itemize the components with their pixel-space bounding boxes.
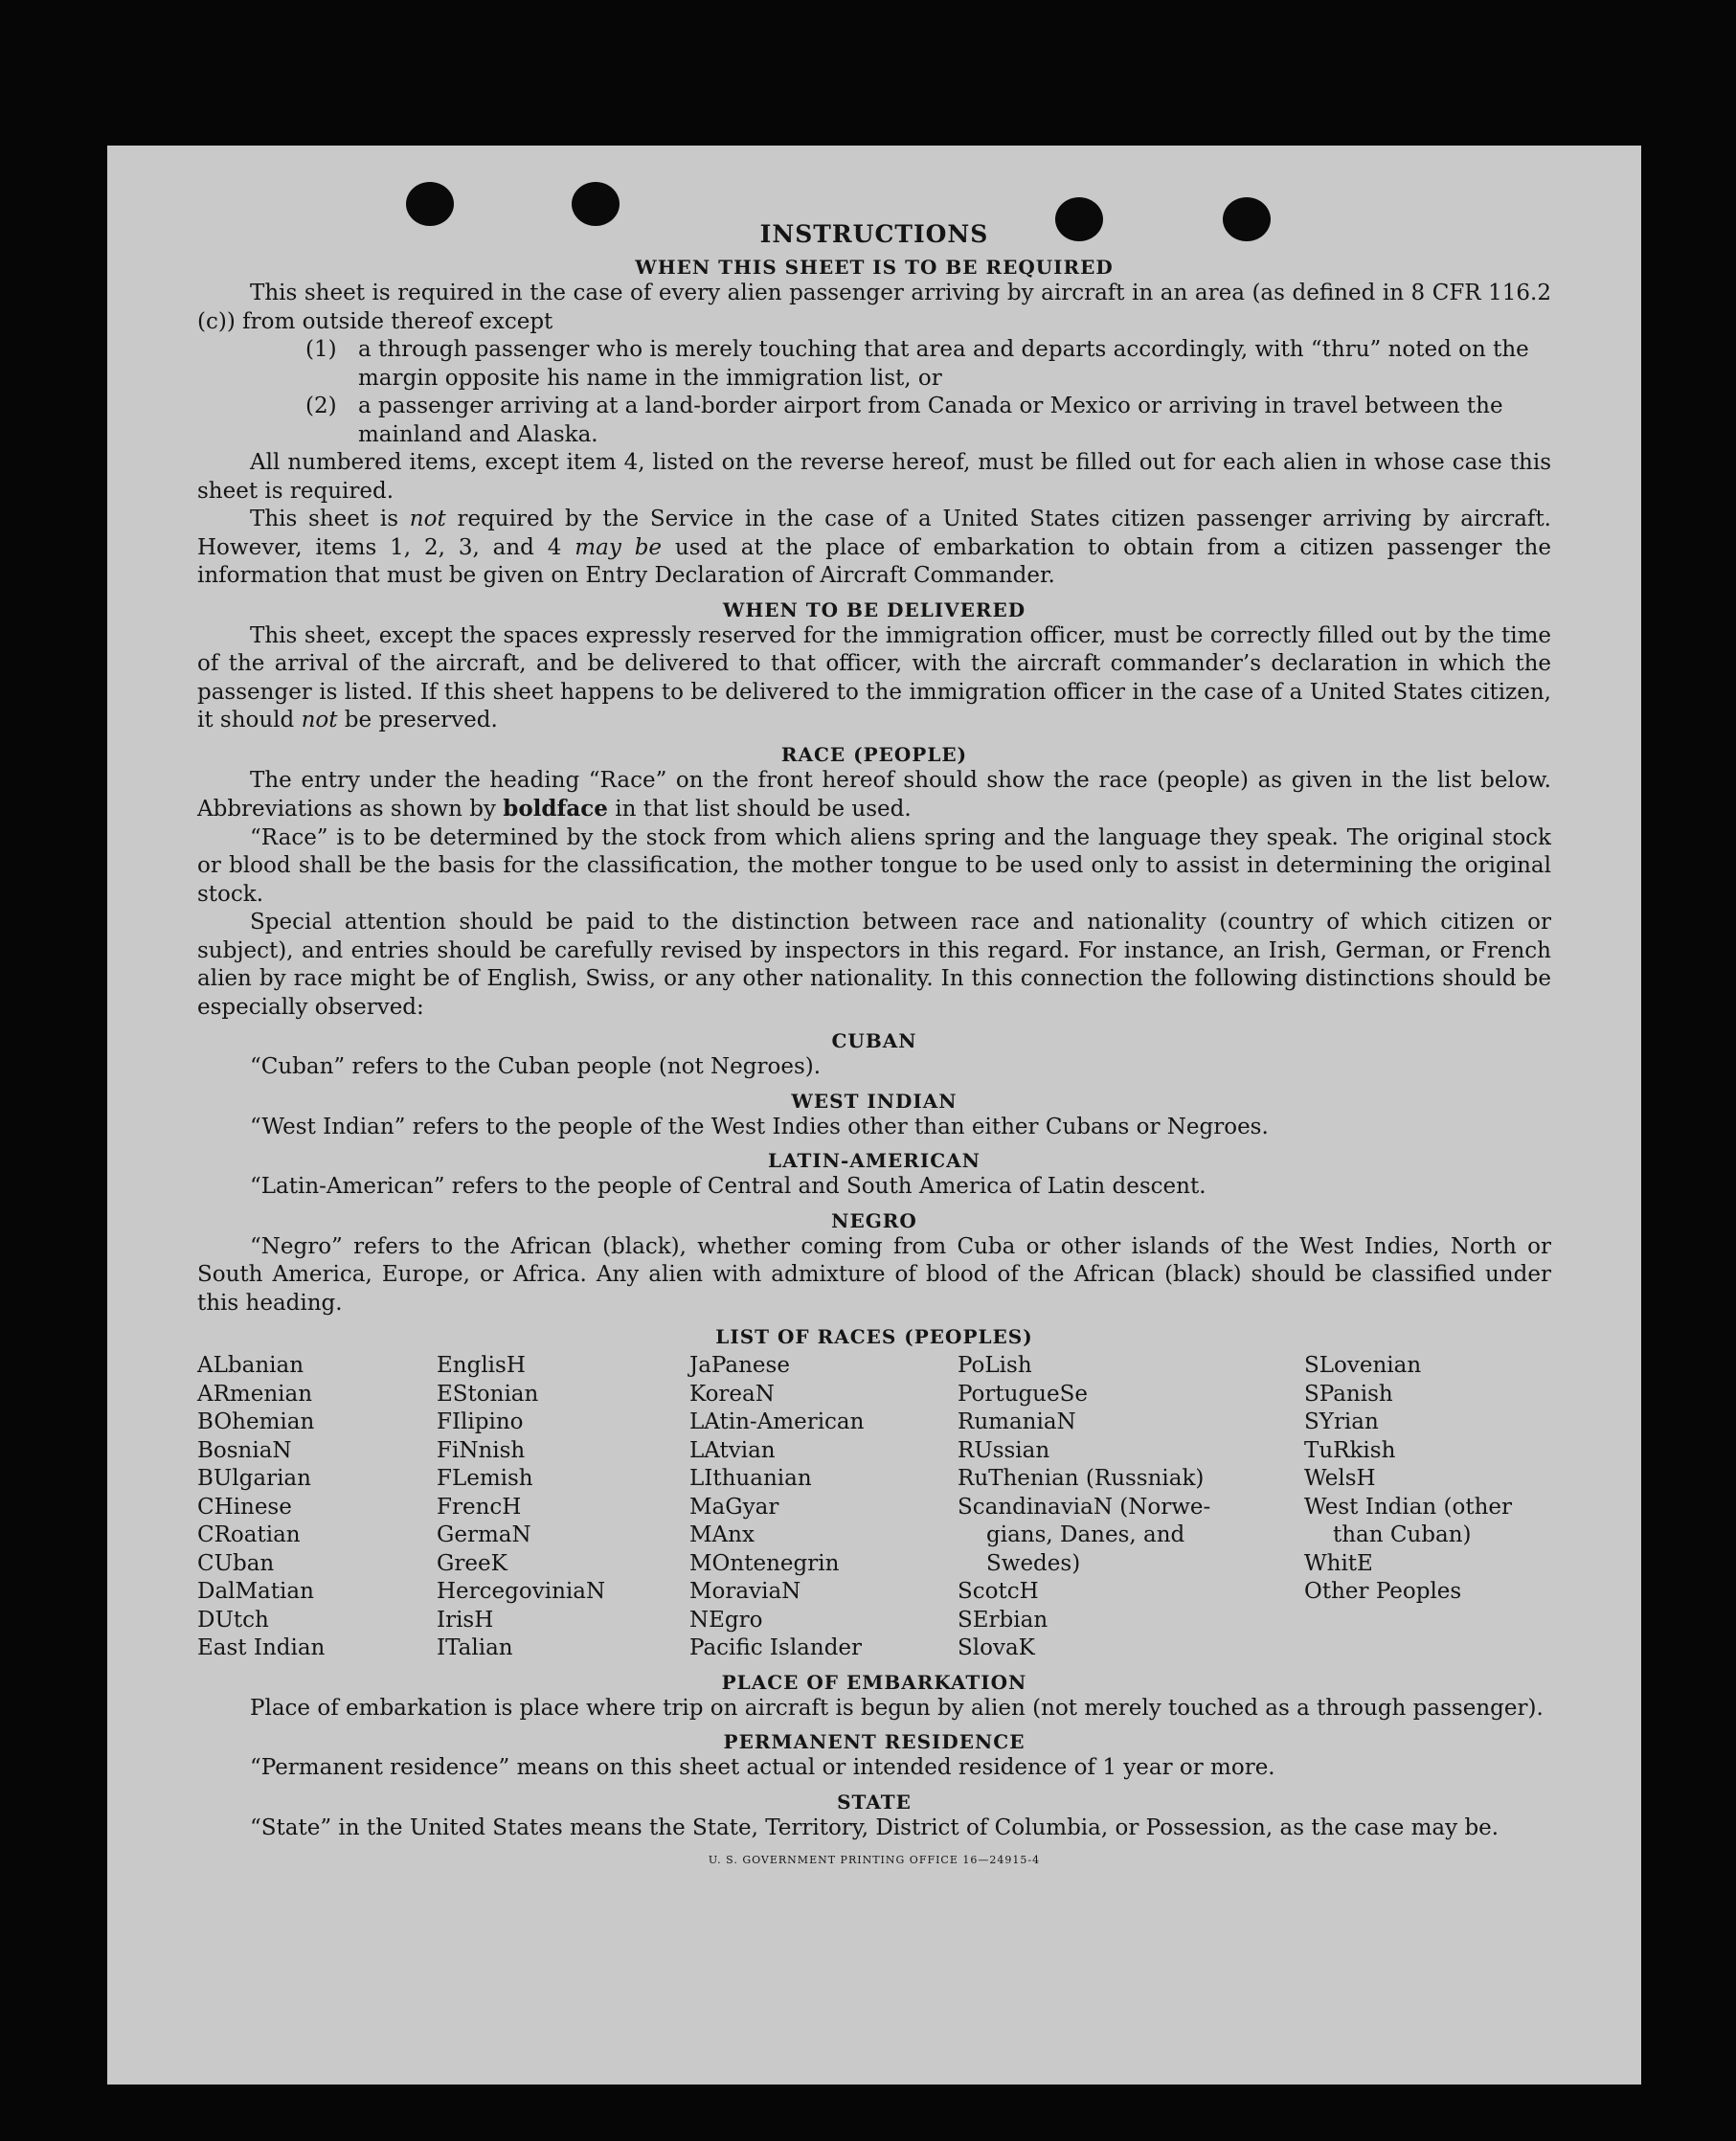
race-column xyxy=(689,1352,958,1663)
race-entry: FiNnish xyxy=(437,1437,526,1463)
race-entry: Pacific Islander xyxy=(689,1635,863,1660)
race-entry: CHinese xyxy=(197,1494,292,1520)
race-column xyxy=(958,1352,1304,1663)
race-entry: DalMatian xyxy=(197,1579,314,1604)
race-entry: East Indian xyxy=(197,1635,326,1660)
punch-hole xyxy=(572,182,620,226)
race-entry: West Indian (other xyxy=(1304,1494,1513,1520)
race-entry: MoraviaN xyxy=(689,1579,801,1604)
race-entry: ALbanian xyxy=(197,1353,304,1378)
race-entry: HercegoviniaN xyxy=(437,1579,606,1604)
race-entry: ARmenian xyxy=(197,1381,313,1407)
race-entry: EnglisH xyxy=(437,1353,526,1378)
list-item: (2) a passenger arriving at a land-border airport from Canada or Mexico or arriving in travel between the mainland and Alaska. xyxy=(305,394,1503,447)
race-entry: gians, Danes, and xyxy=(986,1522,1185,1547)
race-entry: FIlipino xyxy=(437,1409,524,1434)
punch-hole xyxy=(1223,197,1271,241)
race-entry: TuRkish xyxy=(1304,1437,1396,1463)
race-entry: WhitE xyxy=(1304,1550,1373,1576)
race-entry: CUban xyxy=(197,1550,275,1576)
race-entry: PortugueSe xyxy=(958,1381,1088,1407)
paragraph: “Permanent residence” means on this sheet actual or intended residence of 1 year or more. xyxy=(250,1755,1275,1780)
section-heading: PLACE OF EMBARKATION xyxy=(721,1670,1027,1694)
race-entry: CRoatian xyxy=(197,1522,301,1547)
race-entry: MaGyar xyxy=(689,1494,779,1520)
race-entry: FLemish xyxy=(437,1466,533,1491)
race-entry: SErbian xyxy=(958,1607,1048,1633)
race-entry: LAtin-American xyxy=(689,1409,865,1434)
page-title: INSTRUCTIONS xyxy=(759,220,989,248)
section-heading: CUBAN xyxy=(831,1029,917,1052)
race-entry: MAnx xyxy=(689,1522,755,1547)
race-entry: KoreaN xyxy=(689,1381,775,1407)
race-column xyxy=(1304,1352,1551,1663)
race-entry: LIthuanian xyxy=(689,1466,812,1491)
printer-imprint: U. S. GOVERNMENT PRINTING OFFICE 16—24915-4 xyxy=(708,1854,1041,1866)
race-entry: PoLish xyxy=(958,1353,1032,1378)
section-heading: RACE (PEOPLE) xyxy=(780,742,968,766)
race-entry: SlovaK xyxy=(958,1635,1035,1660)
section-heading: NEGRO xyxy=(831,1208,917,1232)
race-entry: ScotcH xyxy=(958,1579,1039,1604)
race-entry: NEgro xyxy=(689,1607,763,1633)
race-entry: BUlgarian xyxy=(197,1466,311,1491)
race-entry: Swedes) xyxy=(986,1550,1081,1576)
race-entry: ScandinaviaN (Norwe- xyxy=(958,1494,1211,1520)
race-entry: GermaN xyxy=(437,1522,531,1547)
punch-hole xyxy=(1055,197,1103,241)
race-entry: EStonian xyxy=(437,1381,539,1407)
race-list xyxy=(197,1352,1551,1663)
section-heading: WHEN THIS SHEET IS TO BE REQUIRED xyxy=(635,256,1114,279)
race-column xyxy=(197,1352,437,1663)
race-entry: RumaniaN xyxy=(958,1409,1076,1434)
section-heading: WHEN TO BE DELIVERED xyxy=(722,597,1026,621)
race-entry: SLovenian xyxy=(1304,1353,1422,1378)
paragraph: Place of embarkation is place where trip on aircraft is begun by alien (not merely touched as a through passenger). xyxy=(250,1695,1544,1721)
section-heading: PERMANENT RESIDENCE xyxy=(723,1730,1026,1753)
punch-hole xyxy=(406,182,454,226)
race-entry: GreeK xyxy=(437,1550,507,1576)
paragraph: “Race” is to be determined by the stock from which aliens spring and the language they speak. The original stock or blood shall be the basis for the classification, the mother tongue to be used only to assist in determining the original stock. xyxy=(197,824,1551,907)
paragraph: “Latin-American” refers to the people of Central and South America of Latin descent. xyxy=(250,1174,1206,1199)
paragraph: All numbered items, except item 4, listed on the reverse hereof, must be filled out for each alien in whose case this sheet is required. xyxy=(197,450,1551,504)
paragraph: “Cuban” refers to the Cuban people (not Negroes). xyxy=(250,1054,822,1079)
race-entry: DUtch xyxy=(197,1607,269,1633)
section-heading: WEST INDIAN xyxy=(791,1089,958,1113)
race-entry: RUssian xyxy=(958,1437,1050,1463)
race-entry: SYrian xyxy=(1304,1409,1379,1434)
race-entry: FrencH xyxy=(437,1494,522,1520)
race-entry: Other Peoples xyxy=(1304,1579,1462,1604)
race-entry: RuThenian (Russniak) xyxy=(958,1466,1205,1491)
paragraph: This sheet, except the spaces expressly reserved for the immigration officer, must be correctly filled out by the time of the arrival of the aircraft, and be delivered to that officer, with the aircraft commander’s declaration in which the passenger is listed. If this sheet happens to be delivered to the immigration officer in the case of a United States citizen, it should not be preserved. xyxy=(197,622,1551,732)
paragraph: “Negro” refers to the African (black), whether coming from Cuba or other islands of the West Indies, North or South America, Europe, or Africa. Any alien with admixture of blood of the African (black) should be classified under this heading. xyxy=(197,1233,1551,1316)
list-item: (1) a through passenger who is merely touching that area and departs accordingly, with “thru” noted on the margin opposite his name in the immigration list, or xyxy=(305,337,1529,391)
paragraph: “State” in the United States means the State, Territory, District of Columbia, or Possession, as the case may be. xyxy=(250,1814,1499,1840)
section-heading: LATIN-AMERICAN xyxy=(768,1149,981,1172)
race-entry: BOhemian xyxy=(197,1409,315,1434)
race-entry: MOntenegrin xyxy=(689,1550,840,1576)
race-entry: SPanish xyxy=(1304,1381,1393,1407)
paragraph: The entry under the heading “Race” on the front hereof should show the race (people) as given in the list below. Abbreviations as shown by boldface in that list should be used. xyxy=(197,767,1551,822)
race-entry: ITalian xyxy=(437,1635,513,1660)
paragraph: Special attention should be paid to the distinction between race and nationality (country of which citizen or subject), and entries should be carefully revised by inspectors in this regard. For instance, an Irish, German, or French alien by race might be of English, Swiss, or any other nationality. In this connection the following distinctions should be especially observed: xyxy=(197,910,1551,1020)
section-heading: LIST OF RACES (PEOPLES) xyxy=(715,1325,1033,1348)
race-column xyxy=(437,1352,689,1663)
document-sheet xyxy=(107,146,1641,2085)
paragraph: “West Indian” refers to the people of the West Indies other than either Cubans or Negroes. xyxy=(250,1114,1269,1139)
race-entry: WelsH xyxy=(1304,1466,1376,1491)
race-entry: BosniaN xyxy=(197,1437,292,1463)
paragraph: This sheet is not required by the Service in the case of a United States citizen passenger arriving by aircraft. However, items 1, 2, 3, and 4 may be used at the place of embarkation to obtain from a citizen passenger the information that must be given on Entry Declaration of Aircraft Commander. xyxy=(197,507,1551,588)
race-entry: LAtvian xyxy=(689,1437,776,1463)
race-entry: IrisH xyxy=(437,1607,494,1633)
race-entry: JaPanese xyxy=(689,1353,790,1378)
section-heading: STATE xyxy=(837,1790,912,1814)
race-entry: than Cuban) xyxy=(1333,1522,1472,1547)
paragraph: This sheet is required in the case of every alien passenger arriving by aircraft in an area (as defined in 8 CFR 116.2 (c)) from outside thereof except xyxy=(197,281,1551,334)
